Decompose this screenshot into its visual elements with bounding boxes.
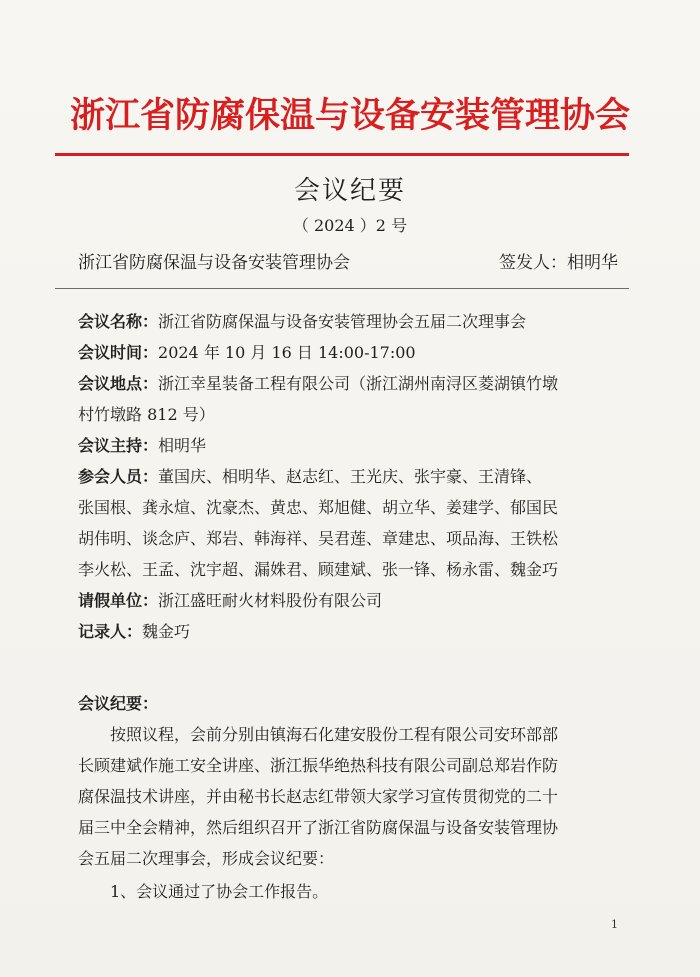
header-divider: [55, 288, 629, 289]
organization-letterhead: 浙江省防腐保温与设备安装管理协会: [69, 95, 630, 136]
meeting-name-label: 会议名称：: [78, 312, 159, 331]
meeting-location-continuation: 村竹墩路 812 号）: [78, 405, 215, 424]
summary-item-1: 1、会议通过了协会工作报告。: [110, 882, 329, 901]
attendees-line1: 董国庆、相明华、赵志红、王光庆、张宇豪、王清锋、: [158, 467, 543, 486]
document-number: （ 2024 ）2 号: [292, 216, 408, 235]
meeting-location-label: 会议地点：: [78, 374, 159, 393]
meeting-name-row: [78, 306, 638, 337]
signer-label: 签发人：: [499, 253, 567, 273]
page-number: 1: [611, 918, 618, 931]
meeting-name-value: 浙江省防腐保温与设备安装管理协会五届二次理事会: [158, 312, 527, 331]
letterhead-red-rule: [55, 153, 629, 156]
summary-heading: 会议纪要：: [78, 694, 159, 713]
attendees-label: 参会人员：: [78, 467, 159, 486]
attendees-line3: 胡伟明、谈念庐、郑岩、韩海祥、吴君莲、章建忠、项品海、王铁松: [78, 529, 559, 548]
attendees-line4: 李火松、王孟、沈宇超、漏姝君、顾建斌、张一锋、杨永雷、魏金巧: [78, 560, 559, 579]
signer-block: [499, 248, 618, 273]
recorder-value: 魏金巧: [142, 622, 191, 641]
attendees-row: [78, 461, 638, 492]
meeting-summary: [78, 688, 638, 907]
meeting-time-label: 会议时间：: [78, 343, 159, 362]
document-title: 会议纪要: [293, 176, 406, 206]
summary-paragraph-line5: 会五届二次理事会，形成会议纪要：: [78, 849, 335, 868]
issuing-organization: 浙江省防腐保温与设备安装管理协会: [78, 253, 350, 273]
absent-unit-row: [78, 585, 638, 616]
signer-name: 相明华: [567, 253, 618, 273]
issuer-row: [78, 248, 618, 273]
summary-paragraph-line3: 腐保温技术讲座，并由秘书长赵志红带领大家学习宣传贯彻党的二十: [78, 787, 559, 806]
meeting-location-value-line1: 浙江幸星装备工程有限公司（浙江湖州南浔区菱湖镇竹墩: [158, 374, 559, 393]
meeting-location-row: [78, 368, 638, 399]
meeting-host-label: 会议主持：: [78, 436, 159, 455]
meeting-host-value: 相明华: [158, 436, 207, 455]
absent-unit-label: 请假单位：: [78, 591, 159, 610]
summary-paragraph-line4: 届三中全会精神，然后组织召开了浙江省防腐保温与设备安装管理协: [78, 818, 559, 837]
meeting-fields: [78, 306, 638, 647]
summary-paragraph-line2: 长顾建斌作施工安全讲座、浙江振华绝热科技有限公司副总郑岩作防: [78, 756, 559, 775]
recorder-row: [78, 616, 638, 647]
meeting-host-row: [78, 430, 638, 461]
summary-paragraph-line1: 按照议程，会前分别由镇海石化建安股份工程有限公司安环部部: [110, 725, 559, 744]
attendees-line2: 张国根、龚永煊、沈豪杰、黄忠、郑旭健、胡立华、姜建学、郁国民: [78, 498, 559, 517]
absent-unit-value: 浙江盛旺耐火材料股份有限公司: [158, 591, 383, 610]
recorder-label: 记录人：: [78, 622, 143, 641]
meeting-time-row: [78, 337, 638, 368]
meeting-time-value: 2024 年 10 月 16 日 14:00-17:00: [158, 343, 416, 362]
